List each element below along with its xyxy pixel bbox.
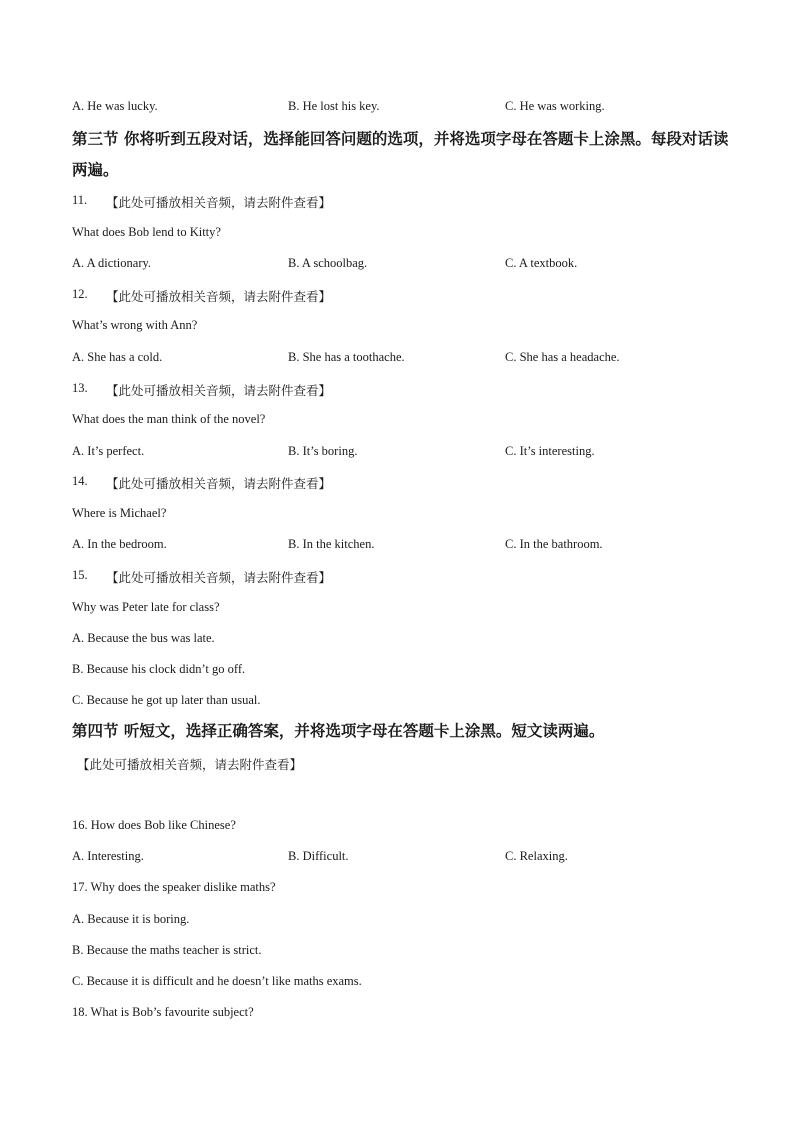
q16-option-c: C. Relaxing. bbox=[505, 849, 568, 863]
q17-option-b: B. Because the maths teacher is strict. bbox=[72, 943, 262, 957]
q14-question: Where is Michael? bbox=[72, 506, 167, 520]
q12-option-c: C. She has a headache. bbox=[505, 350, 620, 364]
q16-options bbox=[72, 849, 772, 867]
q12-option-b: B. She has a toothache. bbox=[288, 350, 405, 364]
q17-question: 17. Why does the speaker dislike maths? bbox=[72, 880, 276, 894]
q13-option-b: B. It’s boring. bbox=[288, 444, 358, 458]
q12-question: What’s wrong with Ann? bbox=[72, 318, 198, 332]
q13-options bbox=[72, 444, 772, 462]
q11-audio-note[interactable]: 【此处可播放相关音频，请去附件查看】 bbox=[106, 195, 332, 210]
q14-number: 14. bbox=[72, 474, 88, 488]
q17-option-a: A. Because it is boring. bbox=[72, 912, 190, 926]
q13-option-c: C. It’s interesting. bbox=[505, 444, 595, 458]
q13-option-a: A. It’s perfect. bbox=[72, 444, 145, 458]
q10-option-a: A. He was lucky. bbox=[72, 99, 158, 113]
q15-option-b: B. Because his clock didn’t go off. bbox=[72, 662, 246, 676]
q10-options bbox=[72, 99, 772, 117]
q16-question: 16. How does Bob like Chinese? bbox=[72, 818, 236, 832]
q15-question: Why was Peter late for class? bbox=[72, 600, 220, 614]
q15-number: 15. bbox=[72, 568, 88, 582]
q11-option-a: A. A dictionary. bbox=[72, 256, 152, 270]
q12-audio-note[interactable]: 【此处可播放相关音频，请去附件查看】 bbox=[106, 289, 332, 304]
q11-option-b: B. A schoolbag. bbox=[288, 256, 368, 270]
q14-option-a: A. In the bedroom. bbox=[72, 537, 167, 551]
section-3-heading: 第三节 你将听到五段对话，选择能回答问题的选项，并将选项字母在答题卡上涂黑。每段对话读两遍。 bbox=[72, 130, 729, 179]
q14-audio-note[interactable]: 【此处可播放相关音频，请去附件查看】 bbox=[106, 476, 332, 491]
q15-audio-note[interactable]: 【此处可播放相关音频，请去附件查看】 bbox=[106, 570, 332, 585]
q16-option-b: B. Difficult. bbox=[288, 849, 349, 863]
q16-option-a: A. Interesting. bbox=[72, 849, 144, 863]
q13-number: 13. bbox=[72, 381, 88, 395]
q17-option-c: C. Because it is difficult and he doesn’t like maths exams. bbox=[72, 974, 362, 988]
section-4-heading: 第四节 听短文，选择正确答案，并将选项字母在答题卡上涂黑。短文读两遍。 bbox=[72, 722, 605, 740]
q13-question: What does the man think of the novel? bbox=[72, 412, 266, 426]
section-4-audio-note[interactable]: 【此处可播放相关音频，请去附件查看】 bbox=[77, 757, 303, 772]
q14-option-c: C. In the bathroom. bbox=[505, 537, 603, 551]
q11-question: What does Bob lend to Kitty? bbox=[72, 225, 221, 239]
q11-options bbox=[72, 256, 772, 274]
q15-option-c: C. Because he got up later than usual. bbox=[72, 693, 261, 707]
q12-options bbox=[72, 350, 772, 368]
q14-option-b: B. In the kitchen. bbox=[288, 537, 375, 551]
q10-option-c: C. He was working. bbox=[505, 99, 605, 113]
q14-options bbox=[72, 537, 772, 555]
q10-option-b: B. He lost his key. bbox=[288, 99, 380, 113]
q11-option-c: C. A textbook. bbox=[505, 256, 578, 270]
q18-question: 18. What is Bob’s favourite subject? bbox=[72, 1005, 254, 1019]
q12-option-a: A. She has a cold. bbox=[72, 350, 163, 364]
q15-option-a: A. Because the bus was late. bbox=[72, 631, 215, 645]
q13-audio-note[interactable]: 【此处可播放相关音频，请去附件查看】 bbox=[106, 383, 332, 398]
q12-number: 12. bbox=[72, 287, 88, 301]
q11-number: 11. bbox=[72, 193, 88, 207]
